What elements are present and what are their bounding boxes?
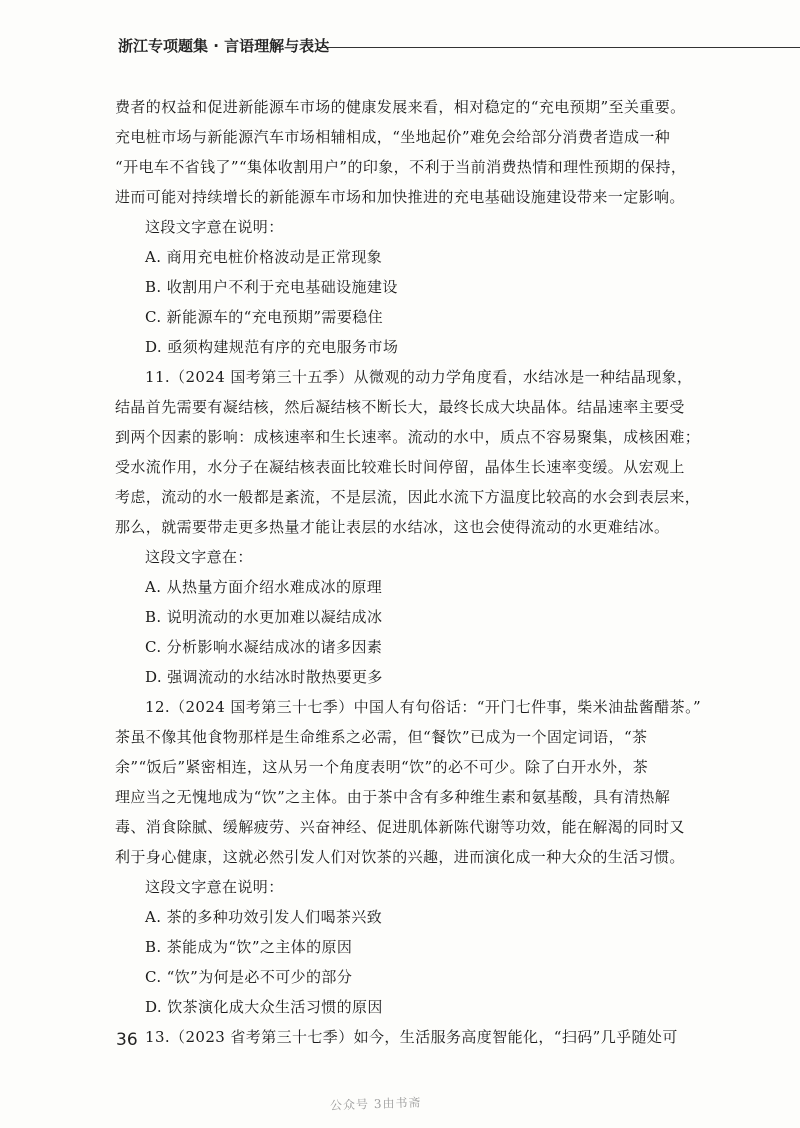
question-line: 理应当之无愧地成为“饮”之主体。由于茶中含有多种维生素和氨基酸，具有清热解 <box>115 788 671 806</box>
body-line: 进而可能对持续增长的新能源车市场和加快推进的充电基础设施建设带来一定影响。 <box>115 188 685 206</box>
question-line: 考虑，流动的水一般都是紊流，不是层流，因此水流下方温度比较高的水会到表层来， <box>115 488 701 506</box>
header-rule <box>318 47 800 48</box>
answer-option: C. 分析影响水凝结成冰的诸多因素 <box>145 638 383 656</box>
answer-option: D. 饮茶演化成大众生活习惯的原因 <box>145 998 383 1016</box>
question-line: 11.（2024 国考第三十五季）从微观的动力学角度看，水结冰是一种结晶现象， <box>145 368 693 386</box>
question-stem: 这段文字意在说明： <box>145 878 284 896</box>
question-stem: 这段文字意在： <box>145 548 253 566</box>
question-line: 受水流作用，水分子在凝结核表面比较难长时间停留，晶体生长速率变缓。从宏观上 <box>115 458 685 476</box>
answer-option: C. “饮”为何是必不可少的部分 <box>145 968 353 986</box>
answer-option: D. 亟须构建规范有序的充电服务市场 <box>145 338 399 356</box>
answer-option: A. 从热量方面介绍水难成冰的原理 <box>145 578 383 596</box>
running-header <box>118 30 718 60</box>
body-line: 充电桩市场与新能源汽车市场相辅相成，“坐地起价”难免会给部分消费者造成一种 <box>115 128 671 146</box>
watermark: 公众号 3由书斋 <box>329 1095 422 1113</box>
body-line: 费者的权益和促进新能源车市场的健康发展来看，相对稳定的“充电预期”至关重要。 <box>115 98 686 116</box>
answer-option: B. 说明流动的水更加难以凝结成冰 <box>145 608 383 626</box>
question-line: 12.（2024 国考第三十七季）中国人有句俗话：“开门七件事，柴米油盐酱醋茶。” <box>145 698 702 716</box>
answer-option: A. 茶的多种功效引发人们喝茶兴致 <box>145 908 383 926</box>
question-line: 茶虽不像其他食物那样是生命维系之必需，但“餐饮”已成为一个固定词语，“茶 <box>115 728 648 746</box>
answer-option: B. 收割用户不利于充电基础设施建设 <box>145 278 398 296</box>
answer-option: D. 强调流动的水结冰时散热要更多 <box>145 668 383 686</box>
body-line: “开电车不省钱了”“集体收割用户”的印象，不利于当前消费热情和理性预期的保持， <box>115 158 687 176</box>
question-line: 毒、消食除腻、缓解疲劳、兴奋神经、促进肌体新陈代谢等功效，能在解渴的同时又 <box>115 818 685 836</box>
header-title: 浙江专项题集 · 言语理解与表达 <box>118 37 330 55</box>
question-stem: 这段文字意在说明： <box>145 218 284 236</box>
page-content <box>115 92 725 1052</box>
answer-option: A. 商用充电桩价格波动是正常现象 <box>145 248 383 266</box>
question-line: 结晶首先需要有凝结核，然后凝结核不断长大，最终长成大块晶体。结晶速率主要受 <box>115 398 685 416</box>
answer-option: C. 新能源车的“充电预期”需要稳住 <box>145 308 384 326</box>
question-line: 13.（2023 省考第三十七季）如今，生活服务高度智能化，“扫码”几乎随处可 <box>145 1028 678 1046</box>
question-line: 余”“饭后”紧密相连，这从另一个角度表明“饮”的必不可少。除了白开水外，茶 <box>115 758 649 776</box>
page-number: 36 <box>116 1030 138 1050</box>
question-line: 利于身心健康，这就必然引发人们对饮茶的兴趣，进而演化成一种大众的生活习惯。 <box>115 848 685 866</box>
question-line: 到两个因素的影响：成核速率和生长速率。流动的水中，质点不容易聚集，成核困难； <box>115 428 701 446</box>
question-line: 那么，就需要带走更多热量才能让表层的水结冰，这也会使得流动的水更难结冰。 <box>115 518 670 536</box>
answer-option: B. 茶能成为“饮”之主体的原因 <box>145 938 353 956</box>
